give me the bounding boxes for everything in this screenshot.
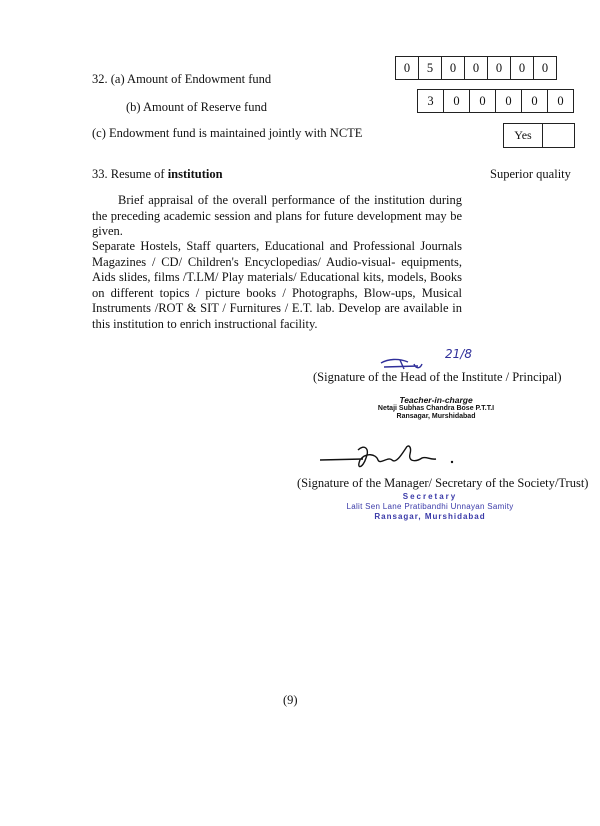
manager-signature-caption: (Signature of the Manager/ Secretary of the Society/Trust) [297, 476, 589, 490]
manager-stamp-society: Lalit Sen Lane Pratibandhi Unnayan Samity [346, 502, 514, 511]
ncte-joint-label: (c) Endowment fund is maintained jointly with NCTE [92, 126, 363, 140]
head-stamp-institute: Netaji Subhas Chandra Bose P.T.T.I [377, 404, 495, 412]
digit-box: 0 [441, 56, 465, 80]
resume-rating: Superior quality [490, 167, 571, 181]
resume-prompt: Brief appraisal of the overall performance of the institution during the preceding academic session and plans for future development may be given. [92, 193, 462, 238]
digit-box: 0 [395, 56, 419, 80]
head-stamp [372, 396, 500, 422]
resume-answer: Separate Hostels, Staff quarters, Educational and Professional Journals Magazines / CD/ Children's Encyclopedias/ Audio-visual- equipments, Aids slides, films /T.LM/ Play materials/ Educational kits, models, Books on different topics / picture books / Photographs, Blow-ups, Musical Instruments /ROT & SIT / Furnitures / E.T. lab. Develop are available in this institution to enrich instructional facility. [92, 239, 462, 331]
digit-box: 0 [533, 56, 557, 80]
digit-box: 5 [418, 56, 442, 80]
reserve-fund-label: (b) Amount of Reserve fund [126, 100, 267, 114]
resume-bold-label: institution [167, 167, 223, 181]
digit-box: 0 [510, 56, 534, 80]
resume-heading [92, 167, 223, 182]
digit-box: 0 [521, 89, 548, 113]
digit-box: 0 [487, 56, 511, 80]
manager-signature [318, 440, 468, 474]
ncte-joint-answer [503, 123, 575, 148]
manager-stamp-title: Secretary [402, 492, 458, 501]
manager-stamp [340, 492, 520, 522]
page-number: (9) [283, 693, 298, 707]
yes-box: Yes [503, 123, 543, 148]
digit-box: 0 [464, 56, 488, 80]
manager-stamp-place: Ransagar, Murshidabad [374, 512, 486, 521]
digit-box: 3 [417, 89, 444, 113]
reserve-fund-boxes [417, 89, 574, 113]
endowment-fund-boxes [395, 56, 557, 80]
head-signature-caption: (Signature of the Head of the Institute / Principal) [313, 370, 562, 384]
digit-box: 0 [547, 89, 574, 113]
head-signature-initials: 21/8 [445, 347, 472, 361]
head-stamp-title: Teacher-in-charge [399, 395, 473, 405]
digit-box: 0 [443, 89, 470, 113]
digit-box: 0 [495, 89, 522, 113]
resume-number-label: 33. Resume of [92, 167, 168, 181]
head-stamp-place: Ransagar, Murshidabad [396, 413, 476, 420]
blank-box [542, 123, 575, 148]
endowment-fund-label: 32. (a) Amount of Endowment fund [92, 72, 272, 86]
digit-box: 0 [469, 89, 496, 113]
